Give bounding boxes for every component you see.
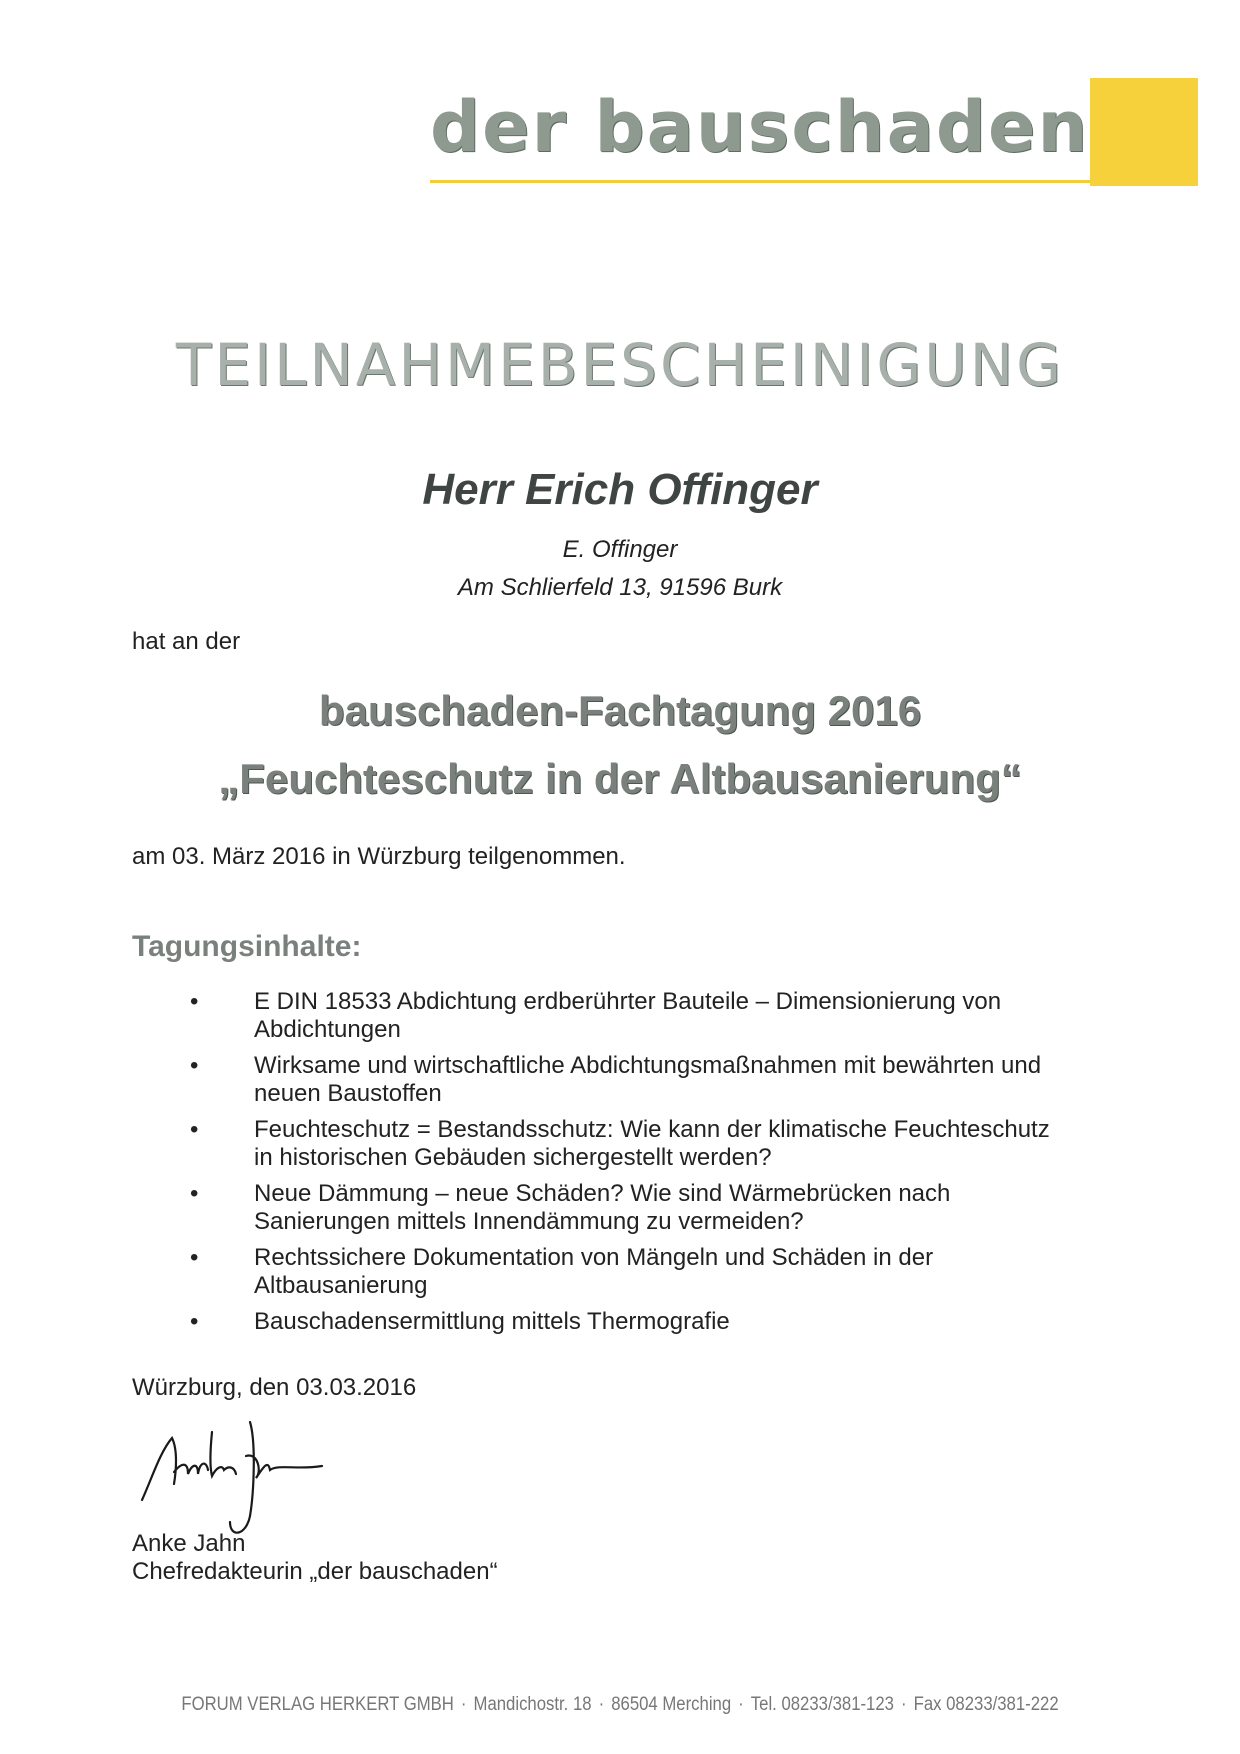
logo-underline	[430, 180, 1090, 183]
footer-separator: ·	[460, 1694, 467, 1715]
bullet-icon: •	[190, 1180, 199, 1207]
footer-separator: ·	[738, 1694, 744, 1715]
topic-item	[190, 1052, 1050, 1108]
footer	[74, 1695, 1165, 1714]
certificate-title: TEILNAHMEBESCHEINIGUNG	[175, 331, 1065, 399]
footer-phone: Tel. 08233/381-123	[750, 1694, 894, 1715]
bullet-icon: •	[190, 1052, 199, 1079]
event-subtitle: „Feuchteschutz in der Altbausanierung“	[218, 755, 1022, 802]
topic-item	[190, 1244, 1050, 1300]
footer-city: 86504 Merching	[611, 1694, 732, 1715]
recipient-address: Am Schlierfeld 13, 91596 Burk	[457, 574, 783, 601]
topic-text: Rechtssichere Dokumentation von Mängeln und Schäden in der Altbausanierung	[254, 1244, 934, 1299]
bullet-icon: •	[190, 988, 199, 1015]
signer-role: Chefredakteurin „der bauschaden“	[132, 1558, 498, 1585]
bullet-icon: •	[190, 1116, 199, 1143]
topic-item	[190, 1180, 1050, 1236]
topic-text: E DIN 18533 Abdichtung erdberührter Bauteile – Dimensionierung von Abdichtungen	[254, 988, 1002, 1043]
recipient-name: Herr Erich Offinger	[422, 465, 818, 514]
recipient-company: E. Offinger	[562, 536, 678, 563]
footer-street: Mandichostr. 18	[473, 1694, 592, 1715]
topic-item	[190, 1116, 1050, 1172]
signer-name: Anke Jahn	[132, 1530, 246, 1557]
intro-text: hat an der	[132, 628, 241, 655]
topic-text: Neue Dämmung – neue Schäden? Wie sind Wärmebrücken nach Sanierungen mittels Innendämmung zu vermeiden?	[254, 1180, 951, 1235]
topics-list	[190, 988, 1050, 1344]
footer-separator: ·	[598, 1694, 605, 1715]
footer-company: FORUM VERLAG HERKERT GMBH	[181, 1694, 454, 1715]
place-date: Würzburg, den 03.03.2016	[132, 1374, 417, 1401]
logo-text: der bauschaden	[430, 86, 1090, 168]
event-title: bauschaden-Fachtagung 2016	[318, 687, 922, 734]
topic-text: Wirksame und wirtschaftliche Abdichtungsmaßnahmen mit bewährten und neuen Baustoffen	[254, 1052, 1042, 1107]
topic-text: Feuchteschutz = Bestandsschutz: Wie kann der klimatische Feuchteschutz in historischen Gebäuden sichergestellt werden?	[254, 1116, 1050, 1171]
footer-separator: ·	[900, 1694, 907, 1715]
bullet-icon: •	[190, 1308, 199, 1335]
footer-fax: Fax 08233/381-222	[913, 1694, 1059, 1715]
topic-item	[190, 1308, 1050, 1336]
attendance-date: am 03. März 2016 in Würzburg teilgenommen.	[132, 843, 626, 870]
topic-text: Bauschadensermittlung mittels Thermografie	[254, 1308, 730, 1335]
topic-item	[190, 988, 1050, 1044]
bullet-icon: •	[190, 1244, 199, 1271]
topics-heading: Tagungsinhalte:	[132, 930, 362, 963]
signature	[138, 1412, 338, 1542]
logo-accent-square	[1090, 78, 1198, 186]
